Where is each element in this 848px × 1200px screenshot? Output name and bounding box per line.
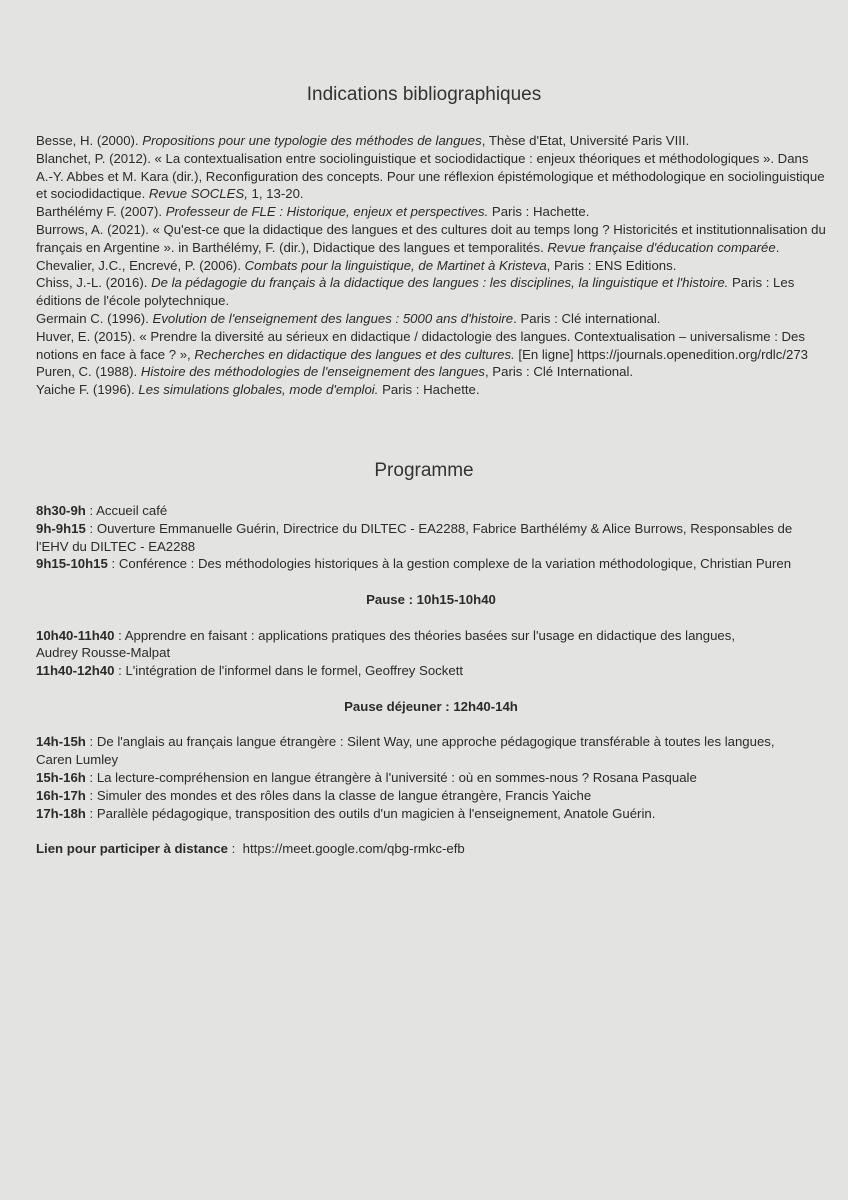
schedule-item: 10h40-11h40 : Apprendre en faisant : applications pratiques des théories basées sur l'usage en didactique des langues, Audrey Rousse-Malpat — [36, 627, 735, 661]
schedule-item: 11h40-12h40 : L'intégration de l'informel dans le formel, Geoffrey Sockett — [36, 663, 464, 679]
programme-schedule — [36, 502, 826, 858]
schedule-time: 10h40-11h40 — [36, 627, 115, 643]
bibliography-title: Indications bibliographiques — [306, 84, 542, 105]
schedule-time: 11h40-12h40 — [36, 663, 115, 679]
bibliography-entry: Blanchet, P. (2012). « La contextualisation entre sociolinguistique et sociodidactique : enjeux théoriques et méthodologiques ». Dans A.-Y. Abbes et M. Kara (dir.), Reconfiguration des concepts. Pour une réflexion épistémologique et méthodologique en sociolinguistique et sociodidactique. Revue SOCLES, 1, 13-20. — [36, 150, 825, 202]
schedule-item: 9h-9h15 : Ouverture Emmanuelle Guérin, Directrice du DILTEC - EA2288, Fabrice Barthélémy & Alice Burrows, Responsables de l'EHV du DILTEC - EA2288 — [36, 520, 793, 554]
schedule-time: 9h15-10h15 — [36, 556, 108, 572]
bibliography-entry: Chevalier, J.C., Encrevé, P. (2006). Combats pour la linguistique, de Martinet à Kristeva, Paris : ENS Editions. — [36, 257, 677, 273]
bibliography-entry: Yaiche F. (1996). Les simulations globales, mode d'emploi. Paris : Hachette. — [36, 382, 480, 398]
remote-link-label: Lien pour participer à distance — [36, 841, 228, 857]
schedule-time: 14h-15h — [36, 734, 86, 750]
bibliography-entry: Germain C. (1996). Evolution de l'enseignement des langues : 5000 ans d'histoire. Paris : Clé international. — [36, 310, 661, 326]
schedule-item: 15h-16h : La lecture-compréhension en langue étrangère à l'université : où en sommes-nous ? Rosana Pasquale — [36, 769, 697, 785]
bibliography-entry: Chiss, J.-L. (2016). De la pédagogie du français à la didactique des langues : les disciplines, la linguistique et l'histoire. Paris : Les éditions de l'école polytechnique. — [36, 275, 795, 309]
bibliography-entry: Huver, E. (2015). « Prendre la diversité au sérieux en didactique / didactologie des langues. Contextualisation – universalisme : Des notions en face à face ? », Recherches en didactique des langues et des cultures. [En ligne] https://journals.openedition.org/rdlc/273 — [36, 328, 808, 362]
lunch-heading: Pause déjeuner : 12h40-14h — [344, 698, 518, 714]
schedule-time: 15h-16h — [36, 769, 86, 785]
schedule-item: 8h30-9h : Accueil café — [36, 503, 168, 518]
schedule-item: 9h15-10h15 : Conférence : Des méthodologies historiques à la gestion complexe de la variation méthodologique, Christian Puren — [36, 556, 792, 572]
schedule-item: 16h-17h : Simuler des mondes et des rôles dans la classe de langue étrangère, Francis Yaiche — [36, 787, 592, 803]
schedule-time: 9h-9h15 — [36, 520, 86, 536]
bibliography-entry: Burrows, A. (2021). « Qu'est-ce que la didactique des langues et des cultures doit au temps long ? Historicités et institutionnalisation du français en Argentine ». in Barthélémy, F. (dir.), Didactique des langues et temporalités. Revue française d'éducation comparée. — [36, 221, 826, 255]
remote-link-url[interactable]: https://meet.google.com/qbg-rmkc-efb — [242, 841, 465, 857]
programme-title: Programme — [374, 460, 474, 481]
schedule-time: 17h-18h — [36, 805, 86, 821]
remote-link-line: Lien pour participer à distance : https://meet.google.com/qbg-rmkc-efb — [36, 841, 465, 857]
schedule-item: 17h-18h : Parallèle pédagogique, transposition des outils d'un magicien à l'enseignement, Anatole Guérin. — [36, 805, 656, 821]
schedule-time: 16h-17h — [36, 787, 86, 803]
bibliography-entry: Puren, C. (1988). Histoire des méthodologies de l'enseignement des langues, Paris : Clé International. — [36, 364, 634, 380]
bibliography-entry: Barthélémy F. (2007). Professeur de FLE : Historique, enjeux et perspectives. Paris : Hachette. — [36, 204, 590, 220]
bibliography-entry: Besse, H. (2000). Propositions pour une typologie des méthodes de langues, Thèse d'Etat, Université Paris VIII. — [36, 133, 690, 148]
schedule-time: 8h30-9h — [36, 503, 86, 518]
pause-heading: Pause : 10h15-10h40 — [366, 591, 496, 607]
bibliography-list — [36, 132, 826, 399]
schedule-item: 14h-15h : De l'anglais au français langue étrangère : Silent Way, une approche pédagogique transférable à toutes les langues, Caren Lumley — [36, 734, 775, 768]
